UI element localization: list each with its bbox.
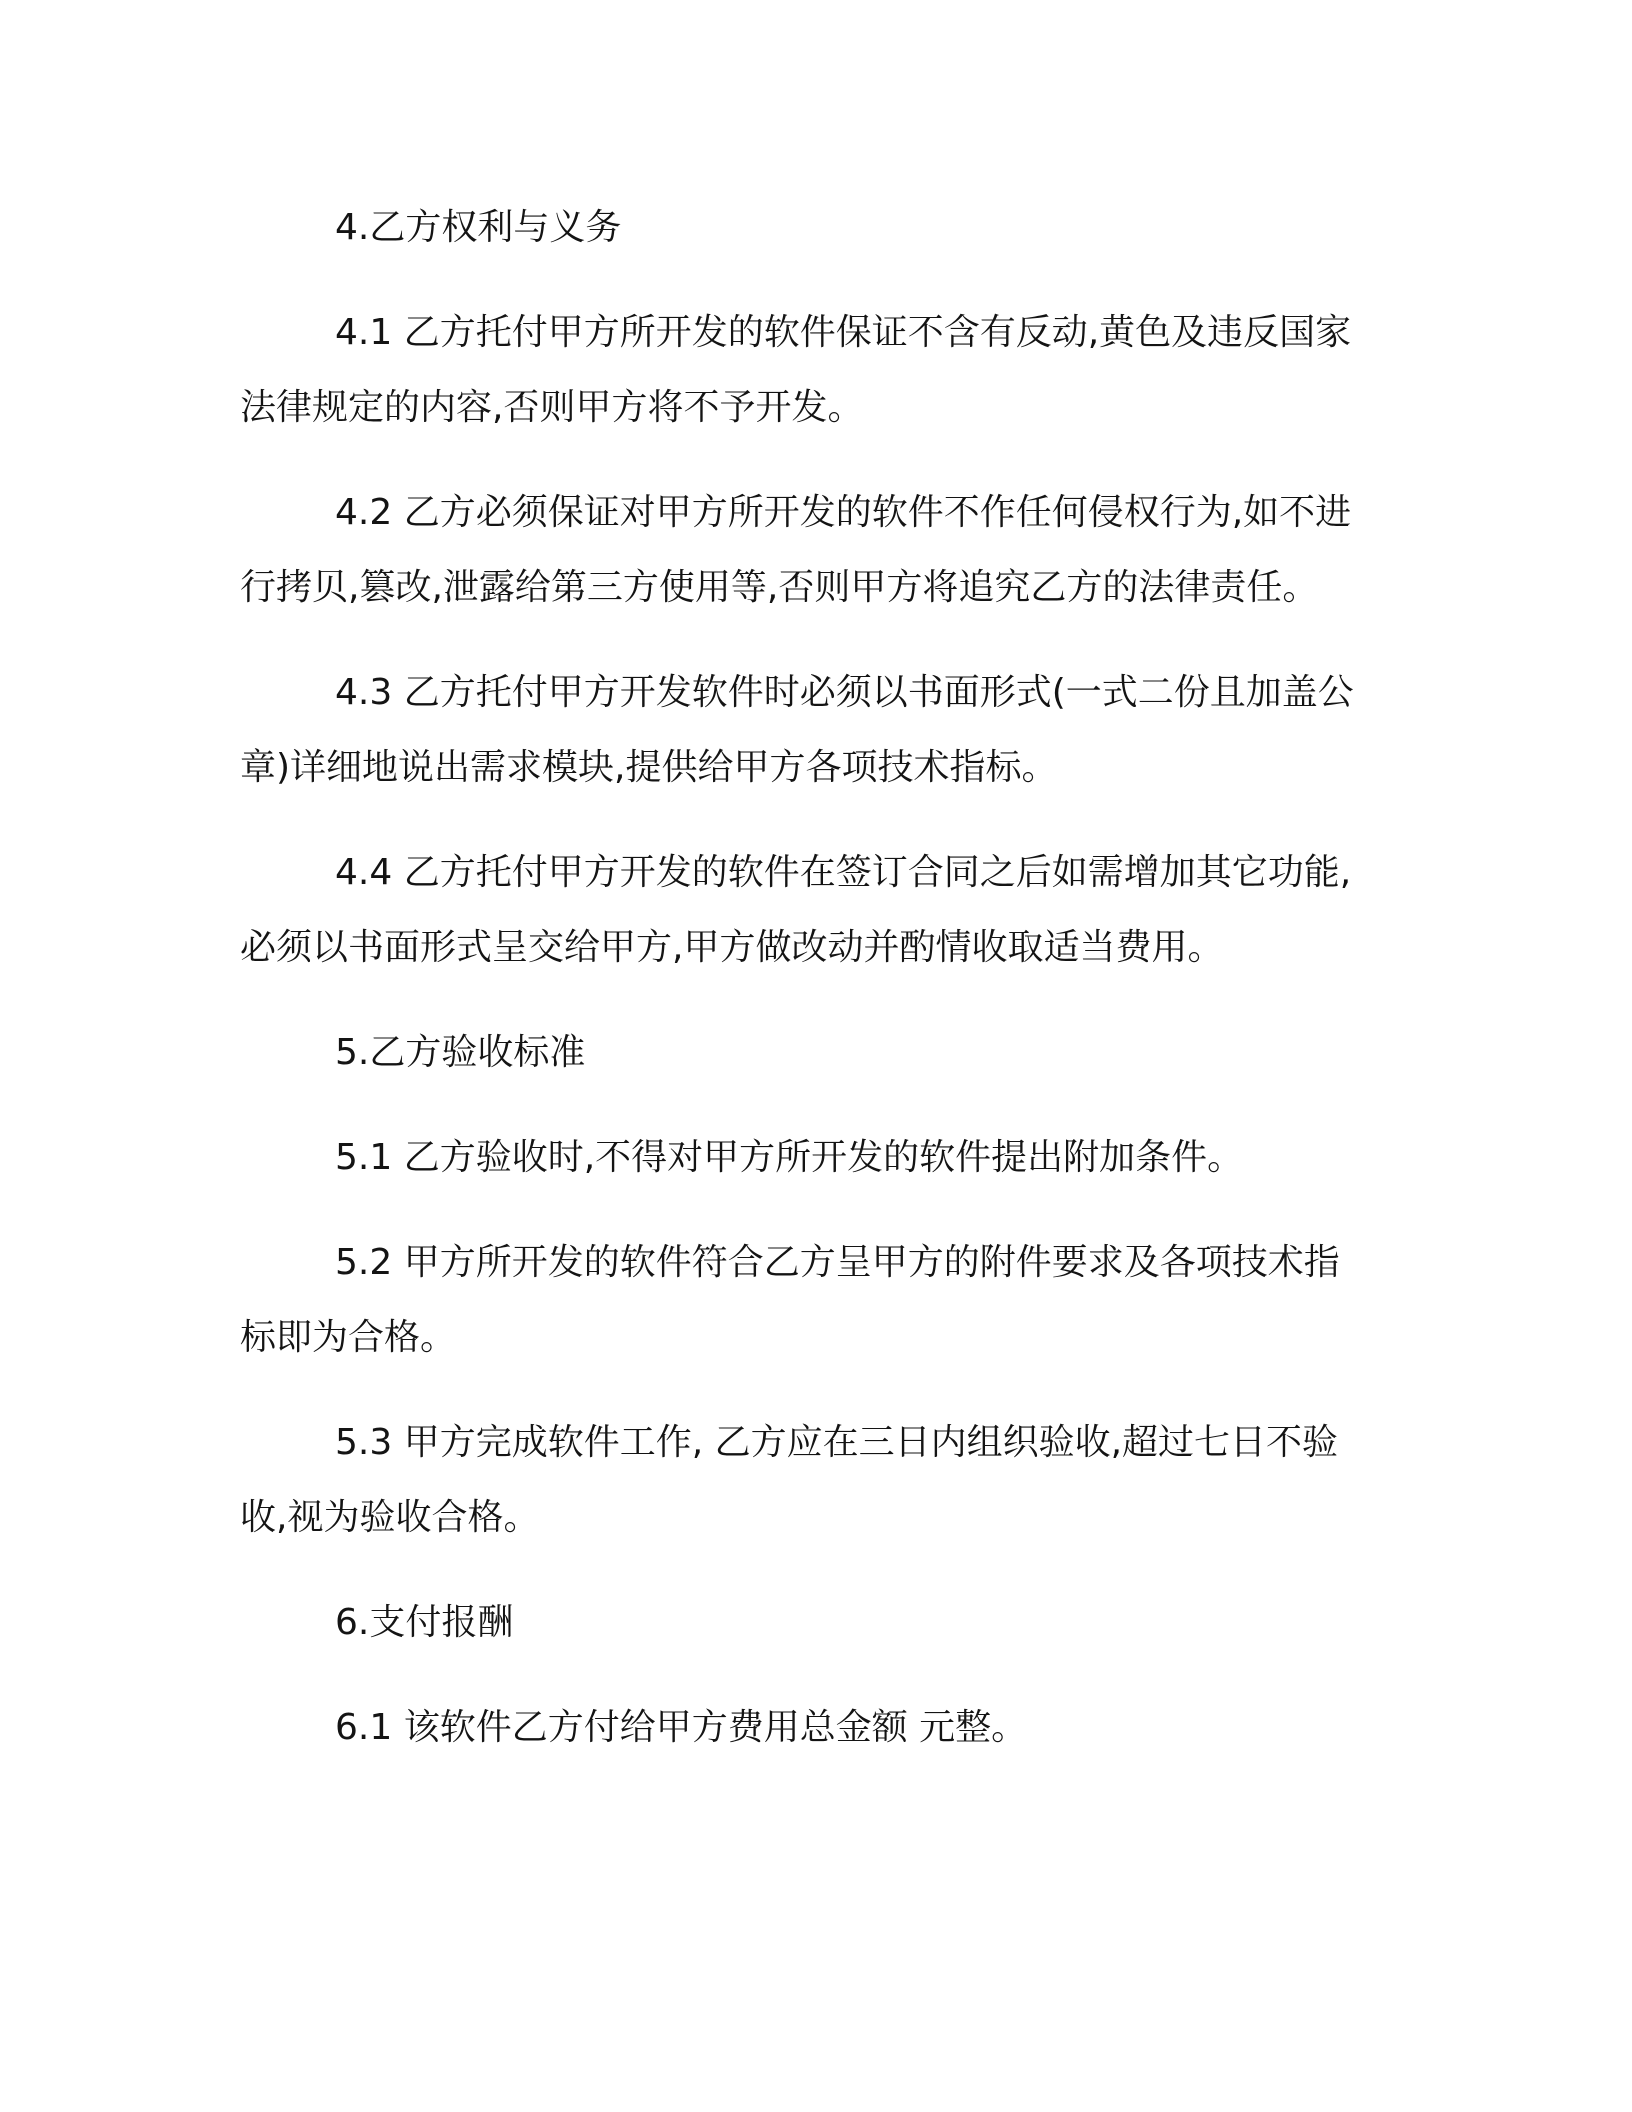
text-line: 4.3 乙方托付甲方开发软件时必须以书面形式(一式二份且加盖公 bbox=[335, 672, 1354, 713]
text-line: 5.3 甲方完成软件工作, 乙方应在三日内组织验收,超过七日不验 bbox=[335, 1422, 1339, 1463]
text-line: 5.2 甲方所开发的软件符合乙方呈甲方的附件要求及各项技术指 bbox=[335, 1242, 1340, 1283]
section-heading-4 bbox=[240, 190, 1390, 265]
clause-4-1 bbox=[240, 295, 1390, 445]
text-line: 4.乙方权利与义务 bbox=[335, 207, 622, 248]
clause-6-1 bbox=[240, 1690, 1390, 1765]
section-heading-6 bbox=[240, 1585, 1390, 1660]
clause-5-3 bbox=[240, 1405, 1390, 1555]
text-line: 4.1 乙方托付甲方所开发的软件保证不含有反动,黄色及违反国家 bbox=[335, 312, 1352, 353]
text-line: 4.2 乙方必须保证对甲方所开发的软件不作任何侵权行为,如不进 bbox=[335, 492, 1352, 533]
text-line: 收,视为验收合格。 bbox=[240, 1497, 540, 1538]
clause-5-1 bbox=[240, 1120, 1390, 1195]
clause-5-2 bbox=[240, 1225, 1390, 1375]
text-line: 5.1 乙方验收时,不得对甲方所开发的软件提出附加条件。 bbox=[335, 1137, 1244, 1178]
clause-4-2 bbox=[240, 475, 1390, 625]
clause-4-4 bbox=[240, 835, 1390, 985]
text-line: 章)详细地说出需求模块,提供给甲方各项技术指标。 bbox=[240, 747, 1058, 788]
text-line: 必须以书面形式呈交给甲方,甲方做改动并酌情收取适当费用。 bbox=[240, 927, 1224, 968]
section-heading-5 bbox=[240, 1015, 1390, 1090]
text-line: 5.乙方验收标准 bbox=[335, 1032, 586, 1073]
document-body bbox=[240, 190, 1390, 1795]
text-line: 6.支付报酬 bbox=[335, 1602, 514, 1643]
text-line: 6.1 该软件乙方付给甲方费用总金额 元整。 bbox=[335, 1707, 1028, 1748]
text-line: 行拷贝,篡改,泄露给第三方使用等,否则甲方将追究乙方的法律责任。 bbox=[240, 567, 1319, 608]
text-line: 法律规定的内容,否则甲方将不予开发。 bbox=[240, 387, 864, 428]
clause-4-3 bbox=[240, 655, 1390, 805]
text-line: 4.4 乙方托付甲方开发的软件在签订合同之后如需增加其它功能, bbox=[335, 852, 1352, 893]
text-line: 标即为合格。 bbox=[240, 1317, 457, 1358]
